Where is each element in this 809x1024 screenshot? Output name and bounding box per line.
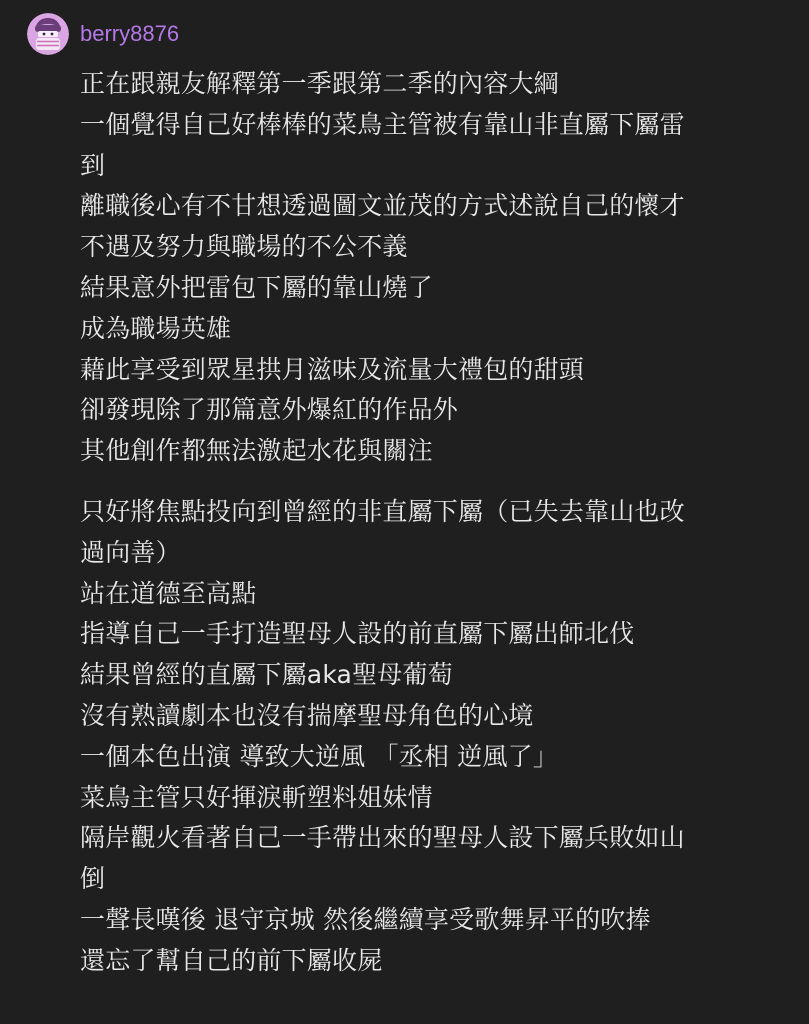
post-text-line: 藉此享受到眾星拱月滋味及流量大禮包的甜頭 xyxy=(80,354,585,384)
post-text-line: 正在跟親友解釋第一季跟第二季的內容大綱 xyxy=(80,69,559,98)
post-text-line: 指導自己一手打造聖母人設的前直屬下屬出師北伐 xyxy=(80,619,635,649)
post-text-line: 沒有熟讀劇本也沒有揣摩聖母角色的心境 xyxy=(80,700,534,730)
post-text-line: 不遇及努力與職場的不公不義 xyxy=(80,232,408,262)
post-text-line: 過向善） xyxy=(80,537,181,567)
post-paragraph xyxy=(80,64,795,472)
post-text-line: 菜鳥主管只好揮淚斬塑料姐妹情 xyxy=(80,782,433,812)
post-text-line: 離職後心有不甘想透過圖文並茂的方式述說自己的懷才 xyxy=(80,191,685,221)
author-row xyxy=(27,12,179,56)
post-text-line: 一個覺得自己好棒棒的菜鳥主管被有靠山非直屬下屬雷 xyxy=(80,109,685,139)
post-text-line: 結果意外把雷包下屬的靠山燒了 xyxy=(80,272,433,302)
post-text-line: 一聲長嘆後 退守京城 然後繼續享受歌舞昇平的吹捧 xyxy=(80,904,651,934)
post-text-line: 倒 xyxy=(80,864,106,894)
post-text-line: 站在道德至高點 xyxy=(80,578,257,608)
post-text-line: 還忘了幫自己的前下屬收屍 xyxy=(80,945,383,975)
post-body xyxy=(80,64,795,982)
author-username[interactable]: berry8876 xyxy=(80,21,180,46)
post-paragraph xyxy=(80,492,795,982)
avatar[interactable] xyxy=(27,13,69,55)
post-text-line: 其他創作都無法激起水花與關注 xyxy=(80,436,433,466)
post-text-line: 一個本色出演 導致大逆風 「丞相 逆風了」 xyxy=(80,741,559,771)
masked-face-avatar-icon xyxy=(27,13,69,55)
post-text-line: 成為職場英雄 xyxy=(80,313,232,343)
post-text-line: 卻發現除了那篇意外爆紅的作品外 xyxy=(80,395,459,425)
post-text-line: 結果曾經的直屬下屬aka聖母葡萄 xyxy=(80,660,453,690)
post-text-line: 隔岸觀火看著自己一手帶出來的聖母人設下屬兵敗如山 xyxy=(80,823,685,853)
post-text-line: 只好將焦點投向到曾經的非直屬下屬（已失去靠山也改 xyxy=(80,496,685,526)
post-text-line: 到 xyxy=(80,150,106,180)
